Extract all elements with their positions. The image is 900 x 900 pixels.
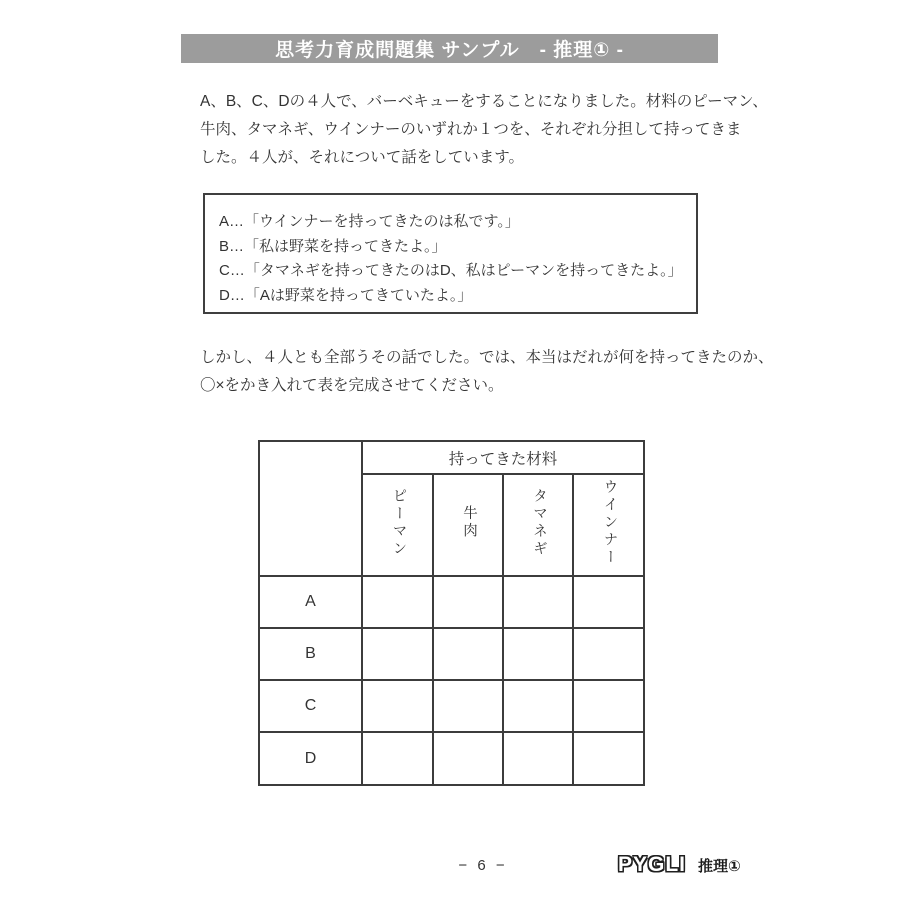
answer-cell[interactable] bbox=[503, 680, 573, 732]
answer-cell[interactable] bbox=[362, 732, 433, 785]
answer-cell[interactable] bbox=[433, 576, 503, 628]
answer-cell[interactable] bbox=[573, 628, 644, 680]
table-corner-spacer bbox=[259, 441, 362, 576]
row-label-c: C bbox=[259, 680, 362, 732]
instruction-line: 〇×をかき入れて表を完成させてください。 bbox=[200, 377, 504, 394]
instruction-paragraph bbox=[200, 344, 774, 400]
materials-header: 持ってきた材料 bbox=[362, 441, 644, 474]
footer-branding bbox=[618, 853, 741, 877]
column-header-gyuniku bbox=[433, 474, 503, 576]
statement-c: C…「タマネギを持ってきたのはD、私はピーマンを持ってきたよ。」 bbox=[219, 262, 683, 280]
column-header-tamanegi bbox=[503, 474, 573, 576]
answer-cell[interactable] bbox=[433, 628, 503, 680]
column-label: 牛肉 bbox=[460, 505, 477, 540]
series-label: 推理① bbox=[698, 857, 741, 875]
column-header-winnaa bbox=[573, 474, 644, 576]
column-label: ピーマン bbox=[390, 487, 407, 558]
answer-cell[interactable] bbox=[503, 732, 573, 785]
column-label: タマネギ bbox=[530, 487, 547, 558]
answer-cell[interactable] bbox=[573, 576, 644, 628]
intro-line: A、B、C、Dの４人で、バーベキューをすることになりました。材料のピーマン、 bbox=[200, 93, 768, 110]
answer-cell[interactable] bbox=[433, 732, 503, 785]
instruction-line: しかし、４人とも全部うその話でした。では、本当はだれが何を持ってきたのか、 bbox=[200, 349, 774, 366]
answer-cell[interactable] bbox=[362, 680, 433, 732]
page-title: 思考力育成問題集 サンプル - 推理① - bbox=[181, 34, 718, 63]
pygli-logo: PYGLI bbox=[618, 853, 687, 876]
intro-line: した。４人が、それについて話をしています。 bbox=[200, 149, 524, 166]
column-header-peeman bbox=[362, 474, 433, 576]
answer-cell[interactable] bbox=[362, 628, 433, 680]
statement-a: A…「ウインナーを持ってきたのは私です。」 bbox=[219, 213, 520, 230]
statement-b: B…「私は野菜を持ってきたよ。」 bbox=[219, 237, 447, 255]
answer-cell[interactable] bbox=[362, 576, 433, 628]
statements-box bbox=[203, 193, 698, 314]
row-label-b: B bbox=[259, 628, 362, 680]
answer-table bbox=[258, 440, 645, 786]
answer-cell[interactable] bbox=[573, 732, 644, 785]
intro-line: 牛肉、タマネギ、ウインナーのいずれか１つを、それぞれ分担して持ってきま bbox=[200, 121, 742, 138]
row-label-d: D bbox=[259, 732, 362, 785]
answer-cell[interactable] bbox=[503, 576, 573, 628]
answer-cell[interactable] bbox=[433, 680, 503, 732]
row-label-a: A bbox=[259, 576, 362, 628]
intro-paragraph bbox=[200, 88, 768, 172]
answer-cell[interactable] bbox=[573, 680, 644, 732]
page-number: − 6 − bbox=[458, 857, 508, 874]
answer-cell[interactable] bbox=[503, 628, 573, 680]
statement-d: D…「Aは野菜を持ってきていたよ。」 bbox=[219, 286, 473, 304]
column-label: ウインナー bbox=[601, 478, 618, 567]
